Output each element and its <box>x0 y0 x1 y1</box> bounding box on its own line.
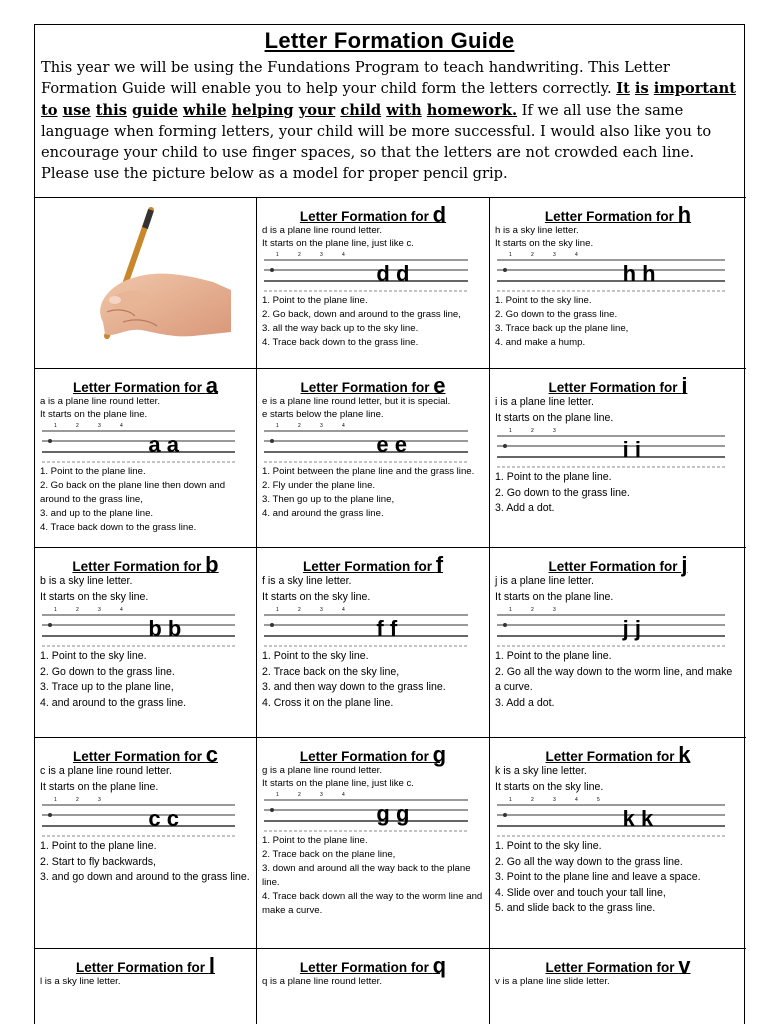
letter-description <box>35 764 256 795</box>
emphasis-word: It <box>616 80 630 98</box>
step-number: 1 <box>509 428 512 434</box>
step-number: 3 <box>553 607 556 613</box>
description-line: It starts on the sky line. <box>495 780 604 793</box>
step-number: 1 <box>54 797 57 803</box>
step-number: 3 <box>98 423 101 429</box>
formation-step: 1. Point to the sky line. <box>495 295 592 306</box>
formation-step: 3. down and around all the way back to the plane line. <box>262 863 471 888</box>
description-line: h is a sky line letter. <box>495 225 579 236</box>
description-line: It starts on the plane line. <box>40 409 148 420</box>
writing-lines-diagram <box>262 421 484 465</box>
step-number: 2 <box>76 423 79 429</box>
step-number: 4 <box>342 607 345 613</box>
heading-prefix: Letter Formation for <box>299 209 433 224</box>
formation-steps <box>35 649 256 711</box>
step-number: 3 <box>320 607 323 613</box>
description-line: It starts on the plane line. <box>495 411 614 424</box>
formation-step: 5. and slide back to the grass line. <box>495 902 656 914</box>
step-number: 3 <box>320 792 323 798</box>
letter-model-glyph: f f <box>376 616 398 641</box>
formation-step: 2. Trace back on the sky line, <box>262 665 400 678</box>
step-number: 2 <box>76 607 79 613</box>
writing-lines-diagram <box>40 795 251 839</box>
page-title: Letter Formation Guide <box>264 28 515 53</box>
description-line: It starts on the plane line, just like c. <box>262 778 414 789</box>
emphasis-word: helping <box>231 101 294 119</box>
heading-prefix: Letter Formation for <box>545 749 679 764</box>
letter-model-glyph: i i <box>622 437 641 462</box>
formation-steps <box>490 470 746 517</box>
step-number: 2 <box>298 252 301 258</box>
step-number: 3 <box>553 797 556 803</box>
letter-heading <box>35 949 256 978</box>
cell-letter-f <box>257 548 490 737</box>
formation-steps <box>35 465 256 535</box>
description-line: l is a sky line letter. <box>40 976 121 987</box>
description-line: g is a plane line round letter. <box>262 765 383 776</box>
step-number: 4 <box>342 792 345 798</box>
heading-prefix: Letter Formation for <box>299 960 433 975</box>
description-line: It starts on the plane line. <box>40 780 159 793</box>
formation-step: 2. Go down to the grass line. <box>495 309 618 320</box>
cell-letter-k <box>490 738 746 948</box>
step-number: 4 <box>575 252 578 258</box>
letter-model-glyph: a a <box>148 432 179 457</box>
formation-step: 4. and make a hump. <box>495 337 586 348</box>
description-line: It starts on the sky line. <box>495 238 594 249</box>
handwriting-lines-icon <box>40 421 237 465</box>
step-number: 3 <box>553 252 556 258</box>
handwriting-lines-icon <box>40 605 237 649</box>
formation-step: 3. Then go up to the plane line, <box>262 494 395 505</box>
cell-letter-l <box>35 949 257 1024</box>
formation-step: 4. Slide over and touch your tall line, <box>495 886 666 899</box>
emphasis-word: your <box>298 101 336 119</box>
heading-prefix: Letter Formation for <box>72 380 206 395</box>
description-line: It starts on the plane line, just like c. <box>262 238 414 249</box>
grid-row-1 <box>35 198 746 369</box>
formation-step: 1. Point to the plane line. <box>262 295 368 306</box>
heading-prefix: Letter Formation for <box>300 380 434 395</box>
emphasis-word: guide <box>132 101 178 119</box>
heading-letter: l <box>208 953 215 978</box>
step-number: 2 <box>531 797 534 803</box>
writing-lines-diagram <box>262 250 484 294</box>
heading-prefix: Letter Formation for <box>72 749 206 764</box>
formation-steps <box>257 294 489 350</box>
handwriting-lines-icon <box>262 790 470 834</box>
formation-step: 1. Point to the sky line. <box>495 840 602 852</box>
step-number: 1 <box>276 792 279 798</box>
letter-heading <box>257 949 489 978</box>
step-number: 1 <box>509 252 512 258</box>
formation-step: 3. and up to the plane line. <box>40 508 154 519</box>
step-number: 3 <box>98 607 101 613</box>
letter-heading <box>257 198 489 227</box>
writing-lines-diagram <box>262 605 484 649</box>
letter-heading <box>490 949 746 978</box>
letter-model-glyph: e e <box>376 432 407 457</box>
letter-heading <box>257 548 489 577</box>
writing-lines-diagram <box>495 250 741 294</box>
heading-letter: e <box>433 373 446 398</box>
formation-steps <box>257 649 489 711</box>
writing-lines-diagram <box>40 421 251 465</box>
formation-steps <box>35 839 256 886</box>
step-number: 2 <box>531 428 534 434</box>
letter-description <box>257 764 489 790</box>
letter-description <box>257 975 489 988</box>
cell-letter-e <box>257 369 490 547</box>
heading-prefix: Letter Formation for <box>302 559 436 574</box>
letter-heading <box>490 198 746 227</box>
formation-step: 4. Trace back down to the grass line. <box>40 522 197 533</box>
formation-step: 4. Trace back down all the way to the worm line and make a curve. <box>262 891 483 916</box>
step-number: 5 <box>597 797 600 803</box>
step-number: 2 <box>298 607 301 613</box>
intro-paragraph: This year we will be using the Fundations Program to teach handwriting. This Letter Formation Guide will enable you to help your child form the letters correctly. It is important to use this guide while helping your child with homework. If we all use the same language when forming letters, your child will be more successful. I would also like you to encourage your child to use finger spaces, so that the letters are not crowded each line. Please use the picture below as a model for proper pencil grip. <box>41 59 736 183</box>
formation-step: 2. Go down to the grass line. <box>40 665 175 678</box>
formation-step: 1. Point to the sky line. <box>262 650 369 662</box>
handwriting-lines-icon <box>495 426 727 470</box>
letter-model-glyph: c c <box>148 806 179 831</box>
heading-letter: f <box>435 552 444 577</box>
description-line: v is a plane line slide letter. <box>495 976 610 987</box>
cell-letter-v <box>490 949 746 1024</box>
formation-steps <box>257 834 489 918</box>
writing-lines-diagram <box>495 795 741 839</box>
heading-letter: i <box>681 373 688 398</box>
formation-step: 3. Add a dot. <box>495 502 555 514</box>
heading-letter: k <box>678 742 691 767</box>
letter-model-glyph: j j <box>622 616 641 641</box>
heading-letter: h <box>677 202 692 227</box>
heading-prefix: Letter Formation for <box>548 559 682 574</box>
formation-step: 1. Point to the plane line. <box>40 840 157 852</box>
formation-step: 1. Point between the plane line and the grass line. <box>262 466 475 477</box>
letter-model-glyph: k k <box>622 806 654 831</box>
heading-letter: v <box>678 953 691 978</box>
step-number: 3 <box>320 423 323 429</box>
step-number: 4 <box>120 423 123 429</box>
heading-letter: a <box>205 373 218 398</box>
formation-step: 4. Trace back down to the grass line. <box>262 337 419 348</box>
description-line: e starts below the plane line. <box>262 409 384 420</box>
pencil-grip-picture <box>35 198 257 368</box>
step-number: 3 <box>320 252 323 258</box>
emphasis-word: use <box>62 101 91 119</box>
description-line: It starts on the plane line. <box>495 590 614 603</box>
emphasis-word: important <box>653 80 736 98</box>
letter-heading <box>35 548 256 577</box>
cell-letter-d <box>257 198 490 368</box>
step-number: 1 <box>276 423 279 429</box>
formation-step: 3. and then way down to the grass line. <box>262 681 446 693</box>
letter-heading <box>257 369 489 398</box>
formation-step: 2. Go back on the plane line then down and around to the grass line, <box>40 480 226 505</box>
step-number: 2 <box>531 607 534 613</box>
emphasis-word: with <box>386 101 422 119</box>
formation-step: 2. Go all the way down to the worm line, and make a curve. <box>495 665 733 693</box>
formation-step: 1. Point to the plane line. <box>40 466 146 477</box>
formation-step: 4. and around the grass line. <box>262 508 384 519</box>
description-line: It starts on the sky line. <box>40 590 149 603</box>
step-number: 4 <box>342 252 345 258</box>
letter-heading <box>490 548 746 577</box>
heading-letter: b <box>205 552 219 577</box>
description-line: It starts on the sky line. <box>262 590 371 603</box>
grid-row-3 <box>35 548 746 738</box>
letter-heading <box>257 738 489 767</box>
handwriting-lines-icon <box>40 795 237 839</box>
step-number: 1 <box>509 607 512 613</box>
description-line: k is a sky line letter. <box>495 765 587 777</box>
emphasis-word: while <box>182 101 227 119</box>
letter-description <box>490 764 746 795</box>
formation-step: 2. Trace back on the plane line, <box>262 849 396 860</box>
step-number: 2 <box>298 792 301 798</box>
heading-letter: d <box>432 202 447 227</box>
step-number: 2 <box>531 252 534 258</box>
cell-letter-b <box>35 548 257 737</box>
letter-description <box>257 574 489 605</box>
formation-step: 4. and around to the grass line. <box>40 696 187 709</box>
step-number: 4 <box>120 607 123 613</box>
description-line: e is a plane line round letter, but it is special. <box>262 396 451 407</box>
cell-letter-c <box>35 738 257 948</box>
formation-step: 2. Go all the way down to the grass line. <box>495 855 683 868</box>
emphasis-word: is <box>634 80 649 98</box>
description-line: q is a plane line round letter. <box>262 976 383 987</box>
grid-row-4 <box>35 738 746 949</box>
formation-step: 2. Fly under the plane line. <box>262 480 376 491</box>
step-number: 1 <box>276 607 279 613</box>
heading-letter: c <box>205 742 218 767</box>
formation-steps <box>490 839 746 917</box>
step-number: 1 <box>276 252 279 258</box>
letter-description <box>35 574 256 605</box>
step-number: 2 <box>298 423 301 429</box>
cell-letter-h <box>490 198 746 368</box>
formation-step: 3. and go down and around to the grass line. <box>40 871 250 883</box>
step-number: 4 <box>575 797 578 803</box>
handwriting-lines-icon <box>262 421 470 465</box>
cell-letter-g <box>257 738 490 948</box>
description-line: b is a sky line letter. <box>40 575 133 587</box>
heading-prefix: Letter Formation for <box>548 380 682 395</box>
heading-prefix: Letter Formation for <box>76 960 209 975</box>
formation-step: 3. Trace back up the plane line, <box>495 323 629 334</box>
letter-description <box>490 395 746 426</box>
emphasis-word: to <box>41 101 58 119</box>
letter-heading <box>35 369 256 398</box>
grid-row-5 <box>35 949 746 1024</box>
cell-letter-j <box>490 548 746 737</box>
heading-letter: q <box>432 953 447 978</box>
description-line: j is a plane line letter. <box>495 575 594 587</box>
letter-description <box>35 395 256 421</box>
grid-row-2 <box>35 369 746 548</box>
step-number: 1 <box>54 423 57 429</box>
letter-model-glyph: b b <box>148 616 182 641</box>
letter-model-glyph: g g <box>376 801 410 826</box>
description-line: d is a plane line round letter. <box>262 225 383 236</box>
formation-step: 2. Start to fly backwards, <box>40 855 156 868</box>
step-number: 1 <box>509 797 512 803</box>
emphasis-word: child <box>340 101 382 119</box>
formation-step: 3. Point to the plane line and leave a space. <box>495 871 701 883</box>
formation-step: 1. Point to the plane line. <box>262 835 368 846</box>
step-number: 4 <box>342 423 345 429</box>
description-line: f is a sky line letter. <box>262 575 352 587</box>
formation-step: 3. Trace up to the plane line, <box>40 681 174 693</box>
writing-lines-diagram <box>262 790 484 834</box>
letter-heading <box>490 369 746 398</box>
letter-heading <box>490 738 746 767</box>
letter-grid <box>35 197 746 987</box>
handwriting-lines-icon <box>262 605 470 649</box>
cell-letter-a <box>35 369 257 547</box>
formation-step: 3. all the way back up to the sky line. <box>262 323 419 334</box>
cell-letter-q <box>257 949 490 1024</box>
formation-step: 4. Cross it on the plane line. <box>262 696 394 709</box>
formation-steps <box>490 294 746 350</box>
heading-prefix: Letter Formation for <box>544 209 678 224</box>
writing-lines-diagram <box>40 605 251 649</box>
cell-letter-i <box>490 369 746 547</box>
handwriting-lines-icon <box>262 250 470 294</box>
letter-description <box>257 395 489 421</box>
step-number: 3 <box>553 428 556 434</box>
formation-step: 1. Point to the plane line. <box>495 650 612 662</box>
heading-letter: g <box>432 742 447 767</box>
heading-letter: j <box>681 552 688 577</box>
description-line: a is a plane line round letter. <box>40 396 161 407</box>
heading-prefix: Letter Formation for <box>545 960 679 975</box>
handwriting-lines-icon <box>495 250 727 294</box>
step-number: 2 <box>76 797 79 803</box>
pencil-grip-image <box>63 204 233 354</box>
writing-lines-diagram <box>495 605 741 649</box>
formation-step: 1. Point to the plane line. <box>495 471 612 483</box>
letter-description <box>490 574 746 605</box>
emphasis-word: homework. <box>426 101 518 119</box>
writing-lines-diagram <box>495 426 741 470</box>
formation-step: 1. Point to the sky line. <box>40 650 147 662</box>
letter-description <box>257 224 489 250</box>
step-number: 1 <box>54 607 57 613</box>
heading-prefix: Letter Formation for <box>72 559 206 574</box>
description-line: c is a plane line round letter. <box>40 765 172 777</box>
letter-model-glyph: d d <box>376 261 410 286</box>
handwriting-lines-icon <box>495 605 727 649</box>
emphasis-word: this <box>95 101 127 119</box>
letter-formation-sheet <box>34 24 745 1024</box>
formation-step: 2. Go back, down and around to the grass line, <box>262 309 461 320</box>
formation-steps <box>257 465 489 521</box>
handwriting-lines-icon <box>495 795 727 839</box>
description-line: i is a plane line letter. <box>495 396 594 408</box>
letter-model-glyph: h h <box>622 261 656 286</box>
heading-prefix: Letter Formation for <box>299 749 433 764</box>
step-number: 3 <box>98 797 101 803</box>
formation-steps <box>490 649 746 711</box>
letter-heading <box>35 738 256 767</box>
formation-step: 3. Add a dot. <box>495 696 555 709</box>
formation-step: 2. Go down to the grass line. <box>495 486 630 499</box>
